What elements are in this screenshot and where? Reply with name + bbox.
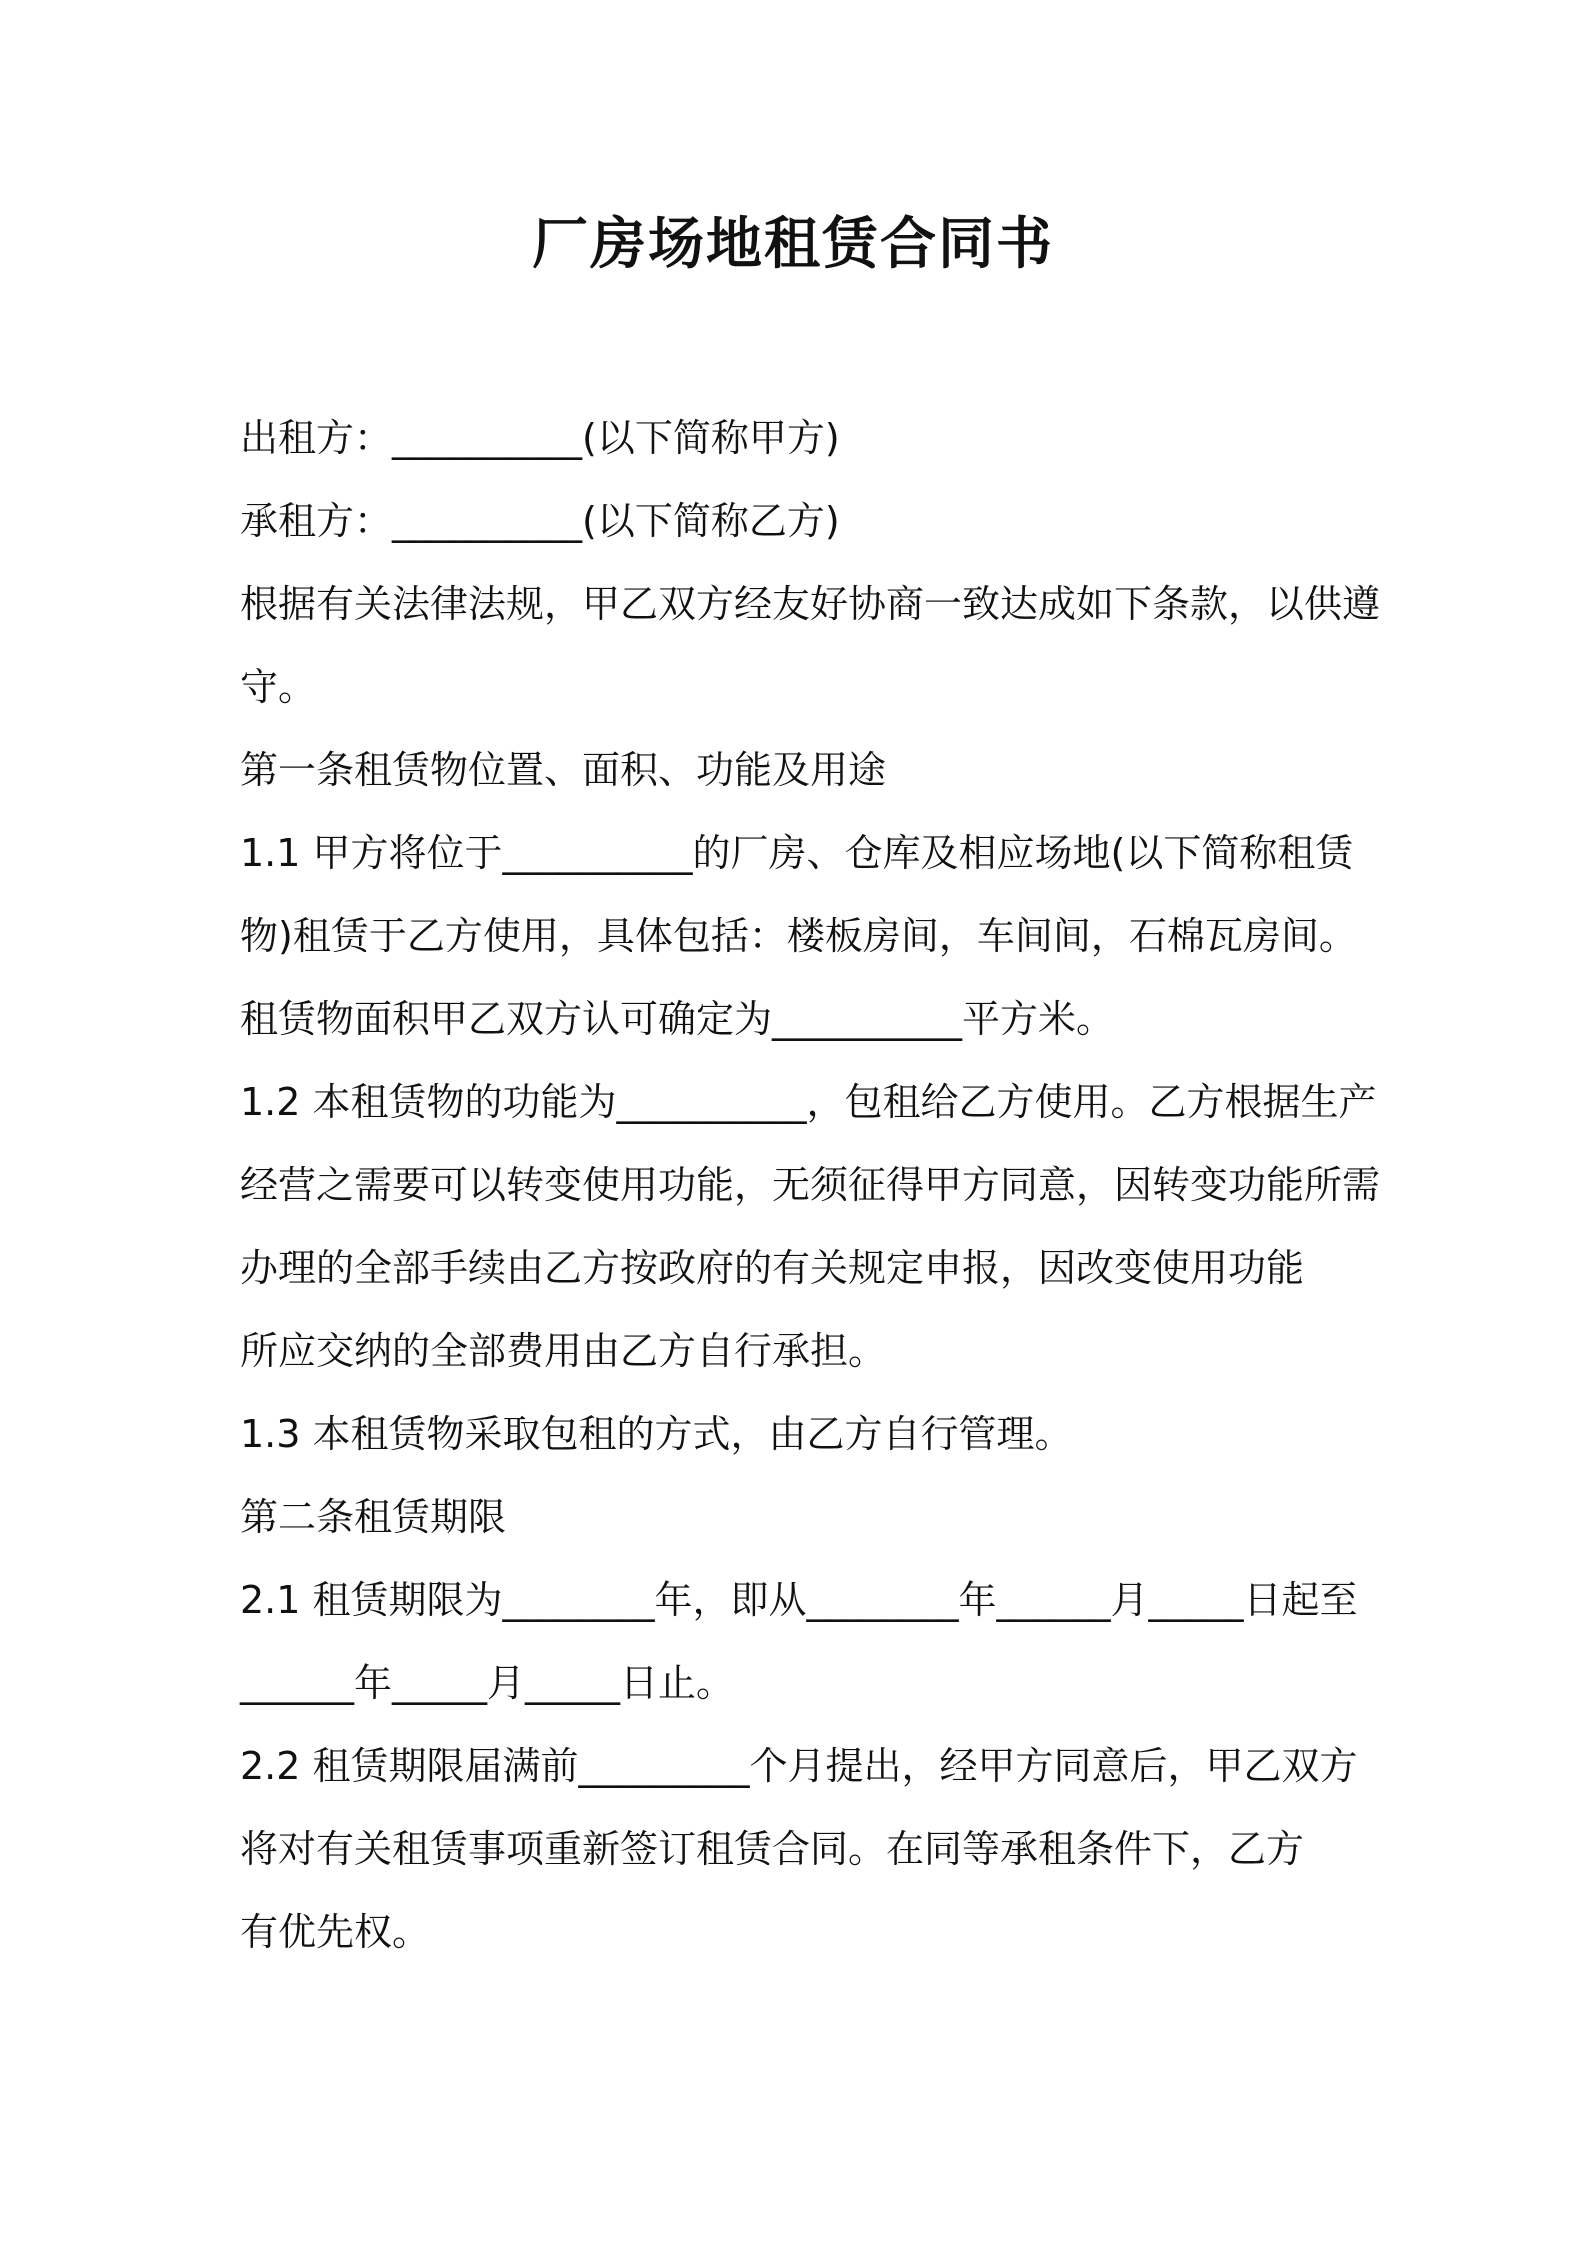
preamble-line-2: 守。 bbox=[240, 665, 317, 709]
lessor-line: 出租方：__________(以下简称甲方) bbox=[240, 416, 840, 460]
clause-1-1-line-1: 1.1 甲方将位于__________的厂房、仓库及相应场地(以下简称租赁 bbox=[240, 831, 1354, 875]
clause-1-1-line-2: 物)租赁于乙方使用，具体包括：楼板房间，车间间，石棉瓦房间。 bbox=[240, 914, 1357, 958]
clause-2-1-line-2: ______年_____月_____日止。 bbox=[240, 1661, 735, 1705]
clause-2-2-line-1: 2.2 租赁期限届满前_________个月提出，经甲方同意后，甲乙双方 bbox=[240, 1744, 1358, 1788]
article-1-heading: 第一条租赁物位置、面积、功能及用途 bbox=[240, 748, 887, 792]
clause-1-2-line-1: 1.2 本租赁物的功能为__________，包租给乙方使用。乙方根据生产 bbox=[240, 1080, 1377, 1124]
clause-2-2-line-2: 将对有关租赁事项重新签订租赁合同。在同等承租条件下，乙方 bbox=[240, 1827, 1305, 1871]
preamble-line-1: 根据有关法律法规，甲乙双方经友好协商一致达成如下条款，以供遵 bbox=[240, 582, 1381, 626]
lessee-line: 承租方：__________(以下简称乙方) bbox=[240, 499, 840, 543]
clause-1-2-line-2: 经营之需要可以转变使用功能，无须征得甲方同意，因转变功能所需 bbox=[240, 1163, 1381, 1207]
document-title: 厂房场地租赁合同书 bbox=[532, 212, 1054, 277]
clause-2-2-line-3: 有优先权。 bbox=[240, 1910, 431, 1954]
clause-1-2-line-4: 所应交纳的全部费用由乙方自行承担。 bbox=[240, 1329, 887, 1373]
clause-1-2-line-3: 办理的全部手续由乙方按政府的有关规定申报，因改变使用功能 bbox=[240, 1246, 1305, 1290]
clause-1-3-line: 1.3 本租赁物采取包租的方式，由乙方自行管理。 bbox=[240, 1412, 1073, 1456]
article-2-heading: 第二条租赁期限 bbox=[240, 1495, 507, 1539]
clause-1-1-line-3: 租赁物面积甲乙双方认可确定为__________平方米。 bbox=[240, 997, 1115, 1041]
clause-2-1-line-1: 2.1 租赁期限为________年，即从________年______月_____日起至 bbox=[240, 1578, 1358, 1622]
